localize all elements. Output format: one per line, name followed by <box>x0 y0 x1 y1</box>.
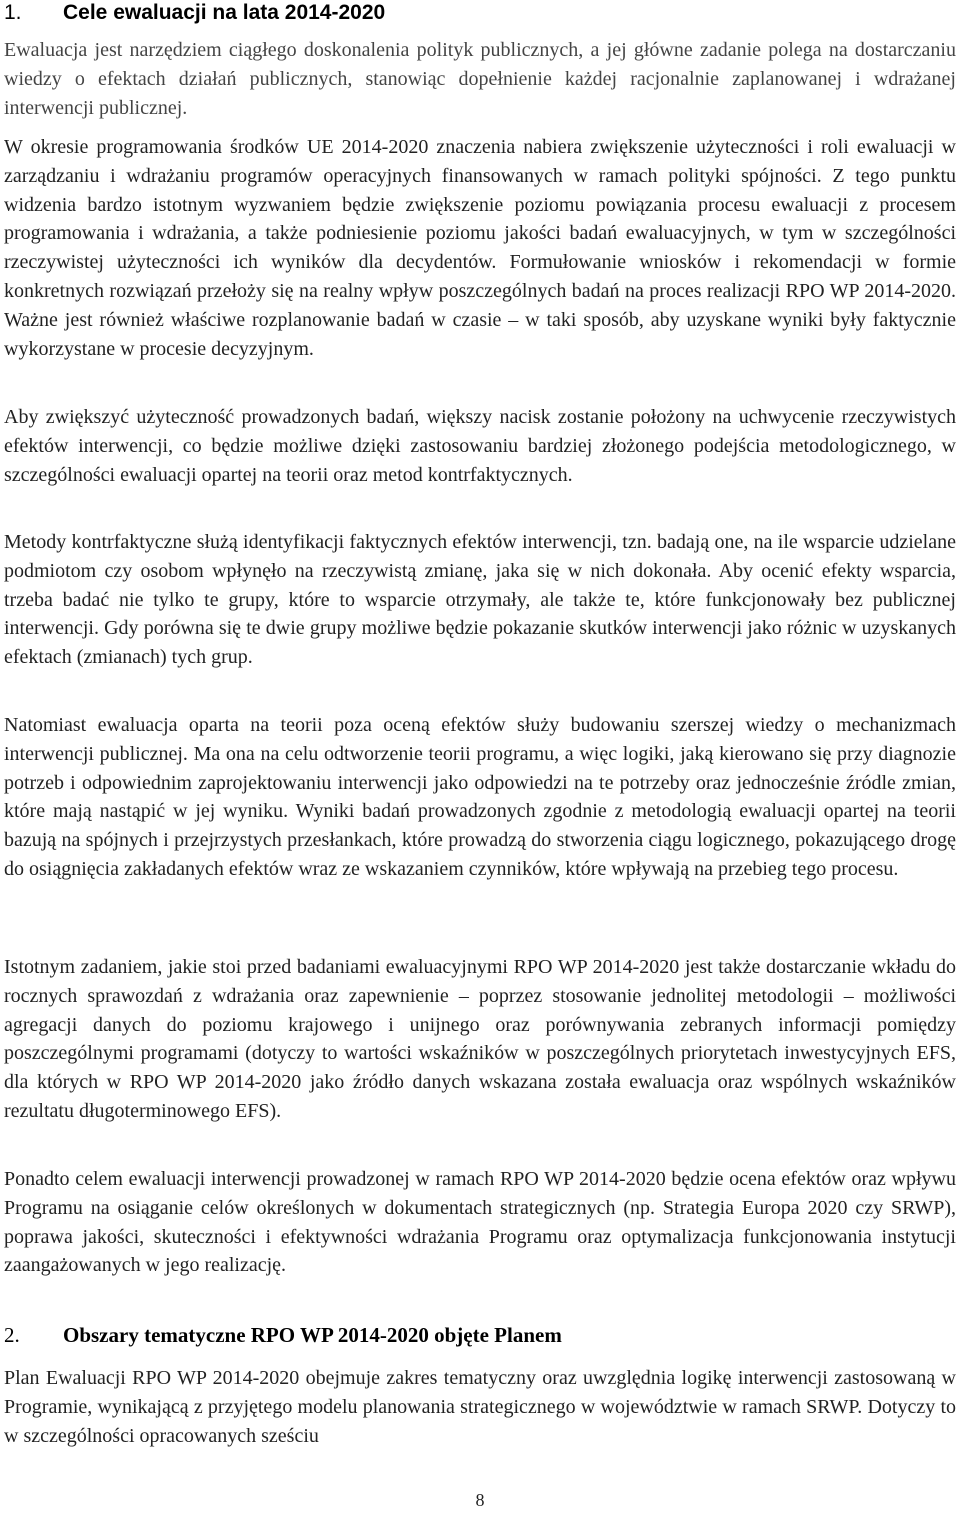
paragraph: W okresie programowania środków UE 2014-2020 znaczenia nabiera zwiększenie użyteczności i roli ewaluacji w zarządzaniu i wdrażaniu programów operacyjnych finansowanych w ramach polityki spójności. Z tego punktu widzenia bardzo istotnym wyzwaniem będzie zwiększenie poziomu powiązania procesu ewaluacji z procesem programowania i wdrażania, a także podniesienie poziomu jakości badań ewaluacyjnych, w tym w szczególności rzeczywistej użyteczności ich wyników dla decydentów. Formułowanie wniosków i rekomendacji w formie konkretnych rozwiązań przełoży się na realny wpływ poszczególnych badań na proces realizacji RPO WP 2014-2020. Ważne jest również właściwe rozplanowanie badań w czasie – w taki sposób, aby uzyskane wyniki były faktycznie wykorzystane w procesie decyzyjnym. <box>4 136 956 360</box>
paragraph: Metody kontrfaktyczne służą identyfikacji faktycznych efektów interwencji, tzn. badają one, na ile wsparcie udzielane podmiotom czy osobom wpłynęło na rzeczywistą zmianę, jaka się w nich dokonała. Aby ocenić efekty wsparcia, trzeba badać nie tylko te grupy, które to wsparcie otrzymały, ale także te, które funkcjonowały bez publicznej interwencji. Gdy porówna się te dwie grupy możliwe będzie pokazanie skutków interwencji jako różnic w uzyskanych efektach (zmianach) tych grup. <box>4 531 956 669</box>
section-title: Cele ewaluacji na lata 2014-2020 <box>63 1 386 24</box>
paragraph: Ponadto celem ewaluacji interwencji prowadzonej w ramach RPO WP 2014-2020 będzie ocena efektów oraz wpływu Programu na osiąganie celów określonych w dokumentach strategicznych (np. Strategia Europa 2020 czy SRWP), poprawa jakości, skuteczności i efektywności wdrażania Programu oraz optymalizacja funkcjonowania instytucji zaangażowanych w jego realizację. <box>4 1168 956 1277</box>
paragraph: Aby zwiększyć użyteczność prowadzonych badań, większy nacisk zostanie położony na uchwycenie rzeczywistych efektów interwencji, co będzie możliwe dzięki zastosowaniu bardziej złożonego podejścia metodologicznego, w szczególności ewaluacji opartej na teorii oraz metod kontrfaktycznych. <box>4 406 956 486</box>
section-title: Obszary tematyczne RPO WP 2014-2020 objęte Planem <box>63 1323 562 1347</box>
section-heading <box>4 0 385 26</box>
paragraph: Natomiast ewaluacja oparta na teorii poza oceną efektów służy budowaniu szerszej wiedzy o mechanizmach interwencji publicznej. Ma ona na celu odtworzenie teorii programu, a więc logiki, jaką kierowano się przy diagnozie potrzeb i odpowiednim zaprojektowaniu interwencji jako odpowiedzi na te potrzeby oraz jednocześnie źródle zmian, które mają nastąpić w jej wyniku. Wyniki badań prowadzonych zgodnie z metodologią ewaluacji opartej na teorii bazują na spójnych i przejrzystych przesłankach, które prowadzą do stworzenia ciągu logicznego, pokazującego drogę do osiągnięcia zakładanych efektów wraz ze wskazaniem czynników, które wpływają na przebieg tego procesu. <box>4 714 956 880</box>
paragraph: Istotnym zadaniem, jakie stoi przed badaniami ewaluacyjnymi RPO WP 2014-2020 jest także dostarczanie wkładu do rocznych sprawozdań z wdrażania oraz zapewnienie – poprzez stosowanie jednolitej metodologii – możliwości agregacji danych do poziomu krajowego i unijnego oraz porównywania zebranych informacji pomiędzy poszczególnymi programami (dotyczy to wartości wskaźników w poszczególnych priorytetach inwestycyjnych EFS, dla których w RPO WP 2014-2020 jako źródło danych wskazana została ewaluacja oraz wspólnych wskaźników rezultatu długoterminowego EFS). <box>4 956 956 1122</box>
section-number: 2. <box>4 1323 20 1347</box>
section-number: 1. <box>4 1 22 24</box>
paragraph: Plan Ewaluacji RPO WP 2014-2020 obejmuje zakres tematyczny oraz uwzględnia logikę interwencji zastosowaną w Programie, wynikającą z przyjętego modelu planowania strategicznego w województwie w ramach SRWP. Dotyczy to w szczególności opracowanych sześciu <box>4 1367 956 1447</box>
section-heading <box>4 1322 562 1348</box>
paragraph: Ewaluacja jest narzędziem ciągłego doskonalenia polityk publicznych, a jej główne zadanie polega na dostarczaniu wiedzy o efektach działań publicznych, stanowiąc dopełnienie każdej racjonalnie zaplanowanej i wdrażanej interwencji publicznej. <box>4 39 956 119</box>
page-number: 8 <box>475 1490 485 1510</box>
